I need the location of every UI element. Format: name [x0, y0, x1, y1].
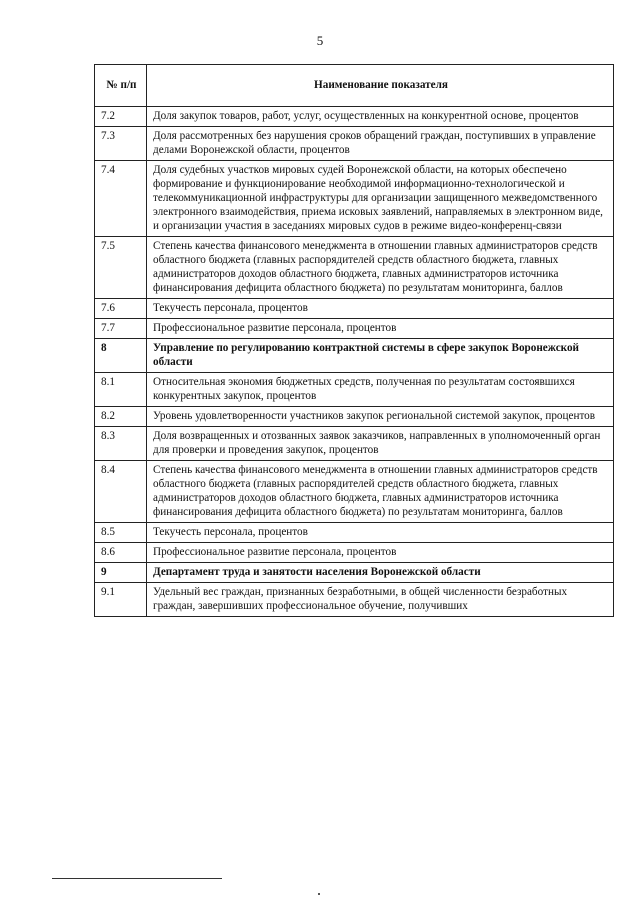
table-row: [95, 523, 614, 543]
row-number: 7.7: [95, 319, 147, 339]
indicator-name: Департамент труда и занятости населения Воронежской области: [147, 563, 614, 583]
row-number: 7.4: [95, 161, 147, 237]
footnote-rule: [52, 878, 222, 879]
indicator-name: Доля судебных участков мировых судей Воронежской области, на которых обеспечено формирование и функционирование необходимой информационно-технологической и телекоммуникационной инфраструктуры для организации защищенного межведомственного электронного взаимодействия, приема исковых заявлений, направляемых в электронном виде, и организации участия в заседаниях мировых судов в режиме видео-конференц-связи: [147, 161, 614, 237]
table-row: [95, 373, 614, 407]
section-row: [95, 339, 614, 373]
column-header-number: № п/п: [95, 65, 147, 107]
table-row: [95, 107, 614, 127]
table-row: [95, 427, 614, 461]
row-number: 9: [95, 563, 147, 583]
page-number: 5: [316, 33, 324, 48]
row-number: 8.6: [95, 543, 147, 563]
table-row: [95, 319, 614, 339]
row-number: 7.3: [95, 127, 147, 161]
indicator-name: Профессиональное развитие персонала, процентов: [147, 543, 614, 563]
table-row: [95, 583, 614, 617]
table-row: [95, 299, 614, 319]
table-row: [95, 127, 614, 161]
column-header-name: Наименование показателя: [147, 65, 614, 107]
indicator-name: Удельный вес граждан, признанных безработными, в общей численности безработных граждан, завершивших профессиональное обучение, получивших: [147, 583, 614, 617]
indicator-name: Уровень удовлетворенности участников закупок региональной системой закупок, процентов: [147, 407, 614, 427]
indicator-name: Профессиональное развитие персонала, процентов: [147, 319, 614, 339]
row-number: 8.1: [95, 373, 147, 407]
row-number: 7.6: [95, 299, 147, 319]
table-header-row: [95, 65, 614, 107]
indicator-name: Доля рассмотренных без нарушения сроков обращений граждан, поступивших в управление делами Воронежской области, процентов: [147, 127, 614, 161]
table-row: [95, 161, 614, 237]
row-number: 8.3: [95, 427, 147, 461]
row-number: 9.1: [95, 583, 147, 617]
table-row: [95, 461, 614, 523]
indicator-name: Относительная экономия бюджетных средств, полученная по результатам состоявшихся конкурентных закупок, процентов: [147, 373, 614, 407]
scan-artifact: [318, 893, 320, 895]
row-number: 7.5: [95, 237, 147, 299]
table-row: [95, 237, 614, 299]
table-row: [95, 543, 614, 563]
row-number: 7.2: [95, 107, 147, 127]
indicator-name: Текучесть персонала, процентов: [147, 523, 614, 543]
section-row: [95, 563, 614, 583]
row-number: 8.2: [95, 407, 147, 427]
table-row: [95, 407, 614, 427]
indicator-name: Степень качества финансового менеджмента в отношении главных администраторов средств областного бюджета (главных распорядителей средств областного бюджета, главных администраторов доходов областного бюджета, главных администраторов источника финансирования дефицита областного бюджета) по результатам мониторинга, баллов: [147, 461, 614, 523]
indicators-table: [94, 64, 614, 617]
indicator-name: Степень качества финансового менеджмента в отношении главных администраторов средств областного бюджета (главных распорядителей средств областного бюджета, главных администраторов доходов областного бюджета, главных администраторов источника финансирования дефицита областного бюджета) по результатам мониторинга, баллов: [147, 237, 614, 299]
row-number: 8.5: [95, 523, 147, 543]
indicator-name: Управление по регулированию контрактной системы в сфере закупок Воронежской области: [147, 339, 614, 373]
row-number: 8.4: [95, 461, 147, 523]
row-number: 8: [95, 339, 147, 373]
indicator-name: Доля возвращенных и отозванных заявок заказчиков, направленных в уполномоченный орган для проверки и проведения закупок, процентов: [147, 427, 614, 461]
indicator-name: Текучесть персонала, процентов: [147, 299, 614, 319]
indicator-name: Доля закупок товаров, работ, услуг, осуществленных на конкурентной основе, процентов: [147, 107, 614, 127]
